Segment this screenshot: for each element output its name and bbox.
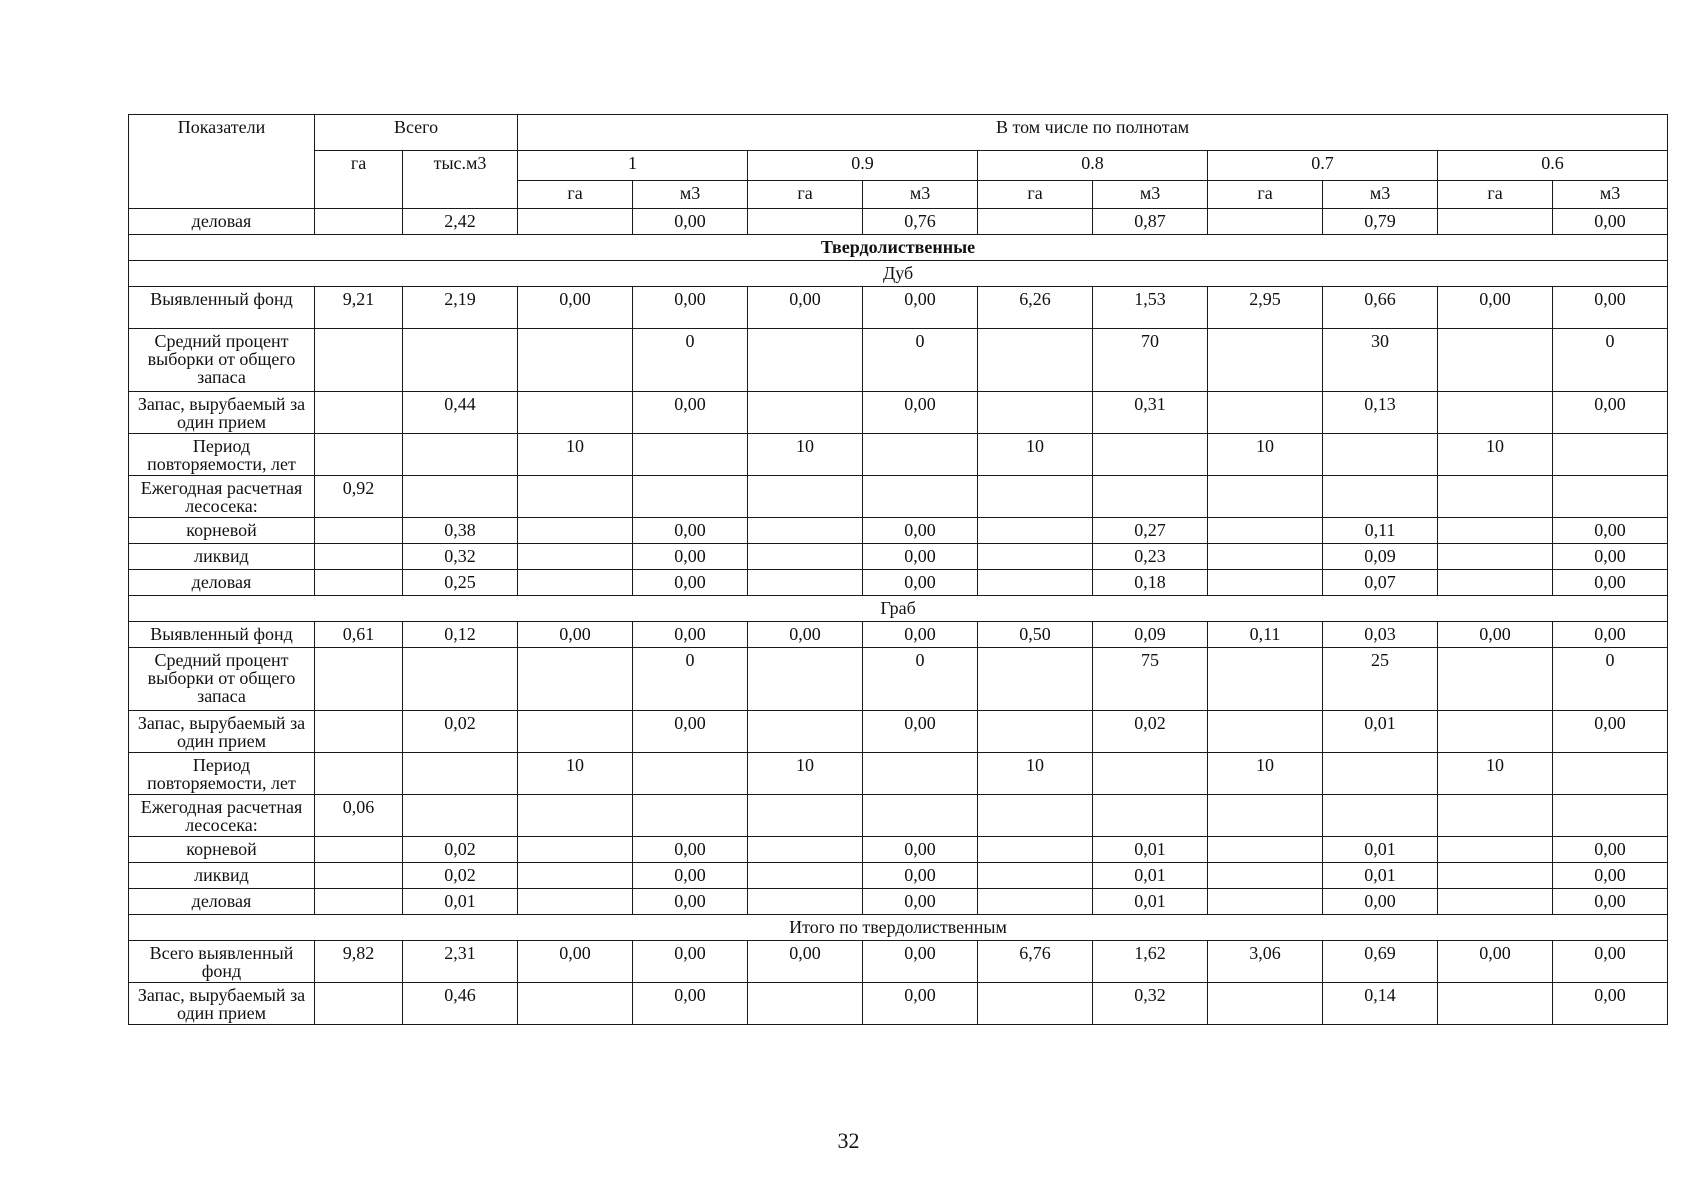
total-ha-cell (315, 753, 403, 795)
total-ha-cell: 0,61 (315, 622, 403, 648)
value-cell: 0,00 (633, 941, 748, 983)
header-density-1: 1 (518, 151, 748, 181)
value-cell: 0 (1553, 648, 1668, 711)
total-volume-cell: 2,42 (403, 209, 518, 235)
total-ha-cell (315, 837, 403, 863)
value-cell (1438, 570, 1553, 596)
value-cell: 0,50 (978, 622, 1093, 648)
value-cell: 75 (1093, 648, 1208, 711)
value-cell: 0,00 (633, 711, 748, 753)
header-total-ha: га (315, 151, 403, 209)
table-row (129, 941, 1668, 983)
value-cell: 0,11 (1323, 518, 1438, 544)
value-cell (1323, 795, 1438, 837)
total-volume-cell: 0,01 (403, 889, 518, 915)
value-cell: 0,13 (1323, 392, 1438, 434)
value-cell (518, 570, 633, 596)
value-cell (1323, 434, 1438, 476)
header-unit-ha: га (1208, 181, 1323, 209)
row-label: деловая (129, 889, 315, 915)
value-cell: 0,00 (633, 287, 748, 329)
value-cell: 0 (633, 329, 748, 392)
value-cell (1438, 648, 1553, 711)
value-cell (978, 392, 1093, 434)
value-cell: 6,26 (978, 287, 1093, 329)
row-label: Период повторяемости, лет (129, 753, 315, 795)
row-label: Период повторяемости, лет (129, 434, 315, 476)
value-cell (978, 329, 1093, 392)
value-cell (518, 711, 633, 753)
value-cell: 0,00 (1553, 983, 1668, 1025)
value-cell: 70 (1093, 329, 1208, 392)
total-volume-cell: 0,46 (403, 983, 518, 1025)
header-unit-m3: м3 (633, 181, 748, 209)
table-row (129, 570, 1668, 596)
value-cell: 0,00 (863, 711, 978, 753)
section-row (129, 915, 1668, 941)
value-cell (1553, 476, 1668, 518)
header-density-0.9: 0.9 (748, 151, 978, 181)
total-ha-cell (315, 570, 403, 596)
total-volume-cell (403, 753, 518, 795)
value-cell: 0,09 (1093, 622, 1208, 648)
total-volume-cell: 0,02 (403, 711, 518, 753)
value-cell: 0,00 (748, 622, 863, 648)
value-cell: 0,01 (1093, 889, 1208, 915)
total-volume-cell (403, 795, 518, 837)
section-title: Итого по твердолиственным (129, 915, 1668, 941)
value-cell: 0,23 (1093, 544, 1208, 570)
value-cell (1438, 795, 1553, 837)
total-ha-cell (315, 329, 403, 392)
value-cell: 0,00 (863, 544, 978, 570)
table-row (129, 711, 1668, 753)
value-cell: 10 (1208, 753, 1323, 795)
total-ha-cell (315, 863, 403, 889)
total-volume-cell: 0,44 (403, 392, 518, 434)
value-cell (518, 837, 633, 863)
table-row (129, 863, 1668, 889)
value-cell: 10 (518, 753, 633, 795)
value-cell (1208, 889, 1323, 915)
value-cell: 0,76 (863, 209, 978, 235)
value-cell: 0,00 (1438, 287, 1553, 329)
value-cell (978, 837, 1093, 863)
total-ha-cell (315, 544, 403, 570)
total-volume-cell (403, 476, 518, 518)
row-label: Всего выявленный фонд (129, 941, 315, 983)
table-row (129, 518, 1668, 544)
header-unit-ha: га (1438, 181, 1553, 209)
row-label: корневой (129, 518, 315, 544)
value-cell (1093, 476, 1208, 518)
value-cell: 0,00 (863, 941, 978, 983)
page-number: 32 (837, 1128, 860, 1153)
value-cell: 10 (748, 753, 863, 795)
value-cell (1438, 544, 1553, 570)
value-cell (978, 711, 1093, 753)
value-cell: 0,31 (1093, 392, 1208, 434)
value-cell: 0,00 (633, 889, 748, 915)
value-cell (1093, 753, 1208, 795)
total-volume-cell: 0,25 (403, 570, 518, 596)
value-cell (1438, 209, 1553, 235)
total-ha-cell (315, 434, 403, 476)
total-ha-cell (315, 889, 403, 915)
total-volume-cell: 0,02 (403, 837, 518, 863)
value-cell (1438, 889, 1553, 915)
value-cell (1208, 837, 1323, 863)
value-cell (1438, 392, 1553, 434)
table-row (129, 753, 1668, 795)
row-label: деловая (129, 570, 315, 596)
header-by-density: В том числе по полнотам (518, 115, 1668, 151)
table-row (129, 476, 1668, 518)
total-ha-cell (315, 711, 403, 753)
value-cell: 0 (633, 648, 748, 711)
value-cell (1208, 392, 1323, 434)
value-cell: 30 (1323, 329, 1438, 392)
section-title: Граб (129, 596, 1668, 622)
table-row (129, 544, 1668, 570)
value-cell: 0 (1553, 329, 1668, 392)
value-cell: 6,76 (978, 941, 1093, 983)
value-cell: 0,00 (1553, 518, 1668, 544)
header-density-0.6: 0.6 (1438, 151, 1668, 181)
table-body (129, 209, 1668, 1025)
value-cell (1208, 711, 1323, 753)
value-cell (633, 434, 748, 476)
value-cell (518, 889, 633, 915)
value-cell: 0,01 (1323, 711, 1438, 753)
table-row (129, 209, 1668, 235)
value-cell (1438, 518, 1553, 544)
row-label: Запас, вырубаемый за один прием (129, 983, 315, 1025)
table-row (129, 837, 1668, 863)
value-cell: 10 (978, 434, 1093, 476)
value-cell: 0,14 (1323, 983, 1438, 1025)
total-volume-cell: 0,12 (403, 622, 518, 648)
header-unit-ha: га (518, 181, 633, 209)
value-cell (978, 544, 1093, 570)
value-cell: 0 (863, 329, 978, 392)
total-ha-cell (315, 648, 403, 711)
value-cell (748, 889, 863, 915)
value-cell: 1,53 (1093, 287, 1208, 329)
value-cell: 0,00 (633, 518, 748, 544)
value-cell: 0,00 (1553, 711, 1668, 753)
value-cell (1208, 983, 1323, 1025)
section-row (129, 261, 1668, 287)
header-density-0.7: 0.7 (1208, 151, 1438, 181)
value-cell (978, 795, 1093, 837)
value-cell (863, 753, 978, 795)
value-cell: 0,00 (633, 570, 748, 596)
header-unit-ha: га (978, 181, 1093, 209)
table-row (129, 983, 1668, 1025)
value-cell: 0,00 (518, 622, 633, 648)
value-cell: 10 (1438, 434, 1553, 476)
row-label: Средний процент выборки от общего запаса (129, 648, 315, 711)
value-cell: 0,00 (633, 544, 748, 570)
value-cell (518, 795, 633, 837)
value-cell: 0,00 (1553, 863, 1668, 889)
total-volume-cell (403, 329, 518, 392)
value-cell: 0,66 (1323, 287, 1438, 329)
row-label: Выявленный фонд (129, 287, 315, 329)
value-cell (748, 476, 863, 518)
value-cell: 0,00 (1553, 287, 1668, 329)
value-cell (1553, 795, 1668, 837)
table-row (129, 622, 1668, 648)
value-cell: 0,00 (748, 287, 863, 329)
value-cell: 1,62 (1093, 941, 1208, 983)
total-volume-cell: 0,32 (403, 544, 518, 570)
value-cell: 0,00 (863, 983, 978, 1025)
row-label: Запас, вырубаемый за один прием (129, 392, 315, 434)
header-unit-m3: м3 (1093, 181, 1208, 209)
value-cell (863, 795, 978, 837)
table-row (129, 648, 1668, 711)
value-cell (748, 983, 863, 1025)
value-cell: 0,00 (863, 570, 978, 596)
value-cell (748, 329, 863, 392)
value-cell: 0,00 (1553, 622, 1668, 648)
total-volume-cell (403, 434, 518, 476)
table-row (129, 795, 1668, 837)
value-cell (1553, 434, 1668, 476)
value-cell: 0,00 (748, 941, 863, 983)
row-label: Ежегодная расчетная лесосека: (129, 476, 315, 518)
value-cell: 0,02 (1093, 711, 1208, 753)
value-cell: 0,00 (633, 392, 748, 434)
value-cell (863, 434, 978, 476)
value-cell (1208, 863, 1323, 889)
value-cell (748, 544, 863, 570)
value-cell: 0,00 (863, 863, 978, 889)
header-unit-m3: м3 (1323, 181, 1438, 209)
value-cell: 10 (518, 434, 633, 476)
value-cell (1438, 476, 1553, 518)
header-indicator: Показатели (129, 115, 315, 209)
value-cell (863, 476, 978, 518)
value-cell (1208, 329, 1323, 392)
value-cell: 0,00 (518, 287, 633, 329)
total-ha-cell: 0,06 (315, 795, 403, 837)
header-total: Всего (315, 115, 518, 151)
header-unit-ha: га (748, 181, 863, 209)
header-unit-m3: м3 (1553, 181, 1668, 209)
value-cell: 0,07 (1323, 570, 1438, 596)
value-cell: 0,01 (1093, 837, 1208, 863)
value-cell (1438, 837, 1553, 863)
value-cell: 10 (748, 434, 863, 476)
value-cell (518, 983, 633, 1025)
value-cell (1438, 863, 1553, 889)
value-cell (1208, 795, 1323, 837)
value-cell: 0,00 (863, 392, 978, 434)
value-cell (748, 518, 863, 544)
total-ha-cell: 9,21 (315, 287, 403, 329)
value-cell: 0,00 (633, 837, 748, 863)
table-row (129, 434, 1668, 476)
section-title: Твердолиственные (129, 235, 1668, 261)
total-volume-cell: 0,38 (403, 518, 518, 544)
value-cell: 0,69 (1323, 941, 1438, 983)
forest-table (128, 114, 1668, 1025)
value-cell: 0,87 (1093, 209, 1208, 235)
value-cell (518, 329, 633, 392)
value-cell: 0,00 (863, 287, 978, 329)
value-cell: 0,18 (1093, 570, 1208, 596)
value-cell (748, 863, 863, 889)
value-cell (518, 544, 633, 570)
value-cell (978, 648, 1093, 711)
value-cell (518, 476, 633, 518)
value-cell (633, 795, 748, 837)
total-volume-cell: 2,31 (403, 941, 518, 983)
value-cell (1438, 329, 1553, 392)
value-cell (1438, 711, 1553, 753)
value-cell (1208, 518, 1323, 544)
section-row (129, 596, 1668, 622)
value-cell: 2,95 (1208, 287, 1323, 329)
value-cell: 0,00 (1553, 941, 1668, 983)
value-cell: 0,00 (1553, 837, 1668, 863)
total-ha-cell: 0,92 (315, 476, 403, 518)
section-row (129, 235, 1668, 261)
value-cell (518, 209, 633, 235)
row-label: корневой (129, 837, 315, 863)
value-cell (1093, 434, 1208, 476)
value-cell (978, 889, 1093, 915)
row-label: ликвид (129, 863, 315, 889)
value-cell: 0,09 (1323, 544, 1438, 570)
value-cell (1208, 648, 1323, 711)
value-cell: 0,00 (863, 622, 978, 648)
value-cell: 0,01 (1323, 837, 1438, 863)
value-cell: 0,00 (1323, 889, 1438, 915)
row-label: Средний процент выборки от общего запаса (129, 329, 315, 392)
total-ha-cell: 9,82 (315, 941, 403, 983)
value-cell (518, 648, 633, 711)
value-cell (978, 570, 1093, 596)
value-cell: 3,06 (1208, 941, 1323, 983)
row-label: Запас, вырубаемый за один прием (129, 711, 315, 753)
value-cell: 25 (1323, 648, 1438, 711)
section-title: Дуб (129, 261, 1668, 287)
value-cell: 0,00 (1553, 889, 1668, 915)
value-cell: 0,00 (1438, 941, 1553, 983)
value-cell: 0,00 (863, 518, 978, 544)
value-cell (978, 518, 1093, 544)
value-cell (978, 983, 1093, 1025)
row-label: Выявленный фонд (129, 622, 315, 648)
header-density-0.8: 0.8 (978, 151, 1208, 181)
value-cell (748, 392, 863, 434)
header-total-volume: тыс.м3 (403, 151, 518, 209)
value-cell: 10 (978, 753, 1093, 795)
row-label: ликвид (129, 544, 315, 570)
value-cell (518, 392, 633, 434)
value-cell: 0,00 (1438, 622, 1553, 648)
table-row (129, 392, 1668, 434)
table-row (129, 329, 1668, 392)
value-cell: 0,27 (1093, 518, 1208, 544)
table-row (129, 889, 1668, 915)
value-cell (748, 209, 863, 235)
value-cell: 0 (863, 648, 978, 711)
value-cell (978, 209, 1093, 235)
value-cell: 0,00 (1553, 544, 1668, 570)
value-cell: 0,03 (1323, 622, 1438, 648)
value-cell (748, 711, 863, 753)
value-cell: 10 (1438, 753, 1553, 795)
value-cell (518, 518, 633, 544)
total-ha-cell (315, 983, 403, 1025)
value-cell (1208, 544, 1323, 570)
value-cell (1323, 476, 1438, 518)
value-cell: 10 (1208, 434, 1323, 476)
total-ha-cell (315, 392, 403, 434)
value-cell: 0,00 (633, 622, 748, 648)
value-cell (1323, 753, 1438, 795)
value-cell (748, 648, 863, 711)
value-cell: 0,00 (633, 863, 748, 889)
total-ha-cell (315, 518, 403, 544)
total-volume-cell (403, 648, 518, 711)
value-cell (1553, 753, 1668, 795)
value-cell (748, 795, 863, 837)
value-cell: 0,01 (1093, 863, 1208, 889)
value-cell (633, 753, 748, 795)
value-cell: 0,00 (1553, 570, 1668, 596)
total-volume-cell: 2,19 (403, 287, 518, 329)
value-cell (748, 570, 863, 596)
value-cell (1208, 476, 1323, 518)
value-cell (978, 476, 1093, 518)
value-cell (518, 863, 633, 889)
value-cell: 0,00 (863, 837, 978, 863)
value-cell (978, 863, 1093, 889)
value-cell (748, 837, 863, 863)
value-cell: 0,11 (1208, 622, 1323, 648)
value-cell (1208, 570, 1323, 596)
value-cell: 0,00 (1553, 392, 1668, 434)
value-cell: 0,00 (863, 889, 978, 915)
value-cell: 0,00 (1553, 209, 1668, 235)
value-cell (1208, 209, 1323, 235)
value-cell: 0,32 (1093, 983, 1208, 1025)
table-row (129, 287, 1668, 329)
row-label: Ежегодная расчетная лесосека: (129, 795, 315, 837)
value-cell (633, 476, 748, 518)
value-cell (1438, 983, 1553, 1025)
value-cell: 0,00 (633, 983, 748, 1025)
value-cell: 0,00 (518, 941, 633, 983)
header-unit-m3: м3 (863, 181, 978, 209)
value-cell: 0,00 (633, 209, 748, 235)
value-cell: 0,01 (1323, 863, 1438, 889)
total-ha-cell (315, 209, 403, 235)
value-cell: 0,79 (1323, 209, 1438, 235)
total-volume-cell: 0,02 (403, 863, 518, 889)
row-label: деловая (129, 209, 315, 235)
value-cell (1093, 795, 1208, 837)
